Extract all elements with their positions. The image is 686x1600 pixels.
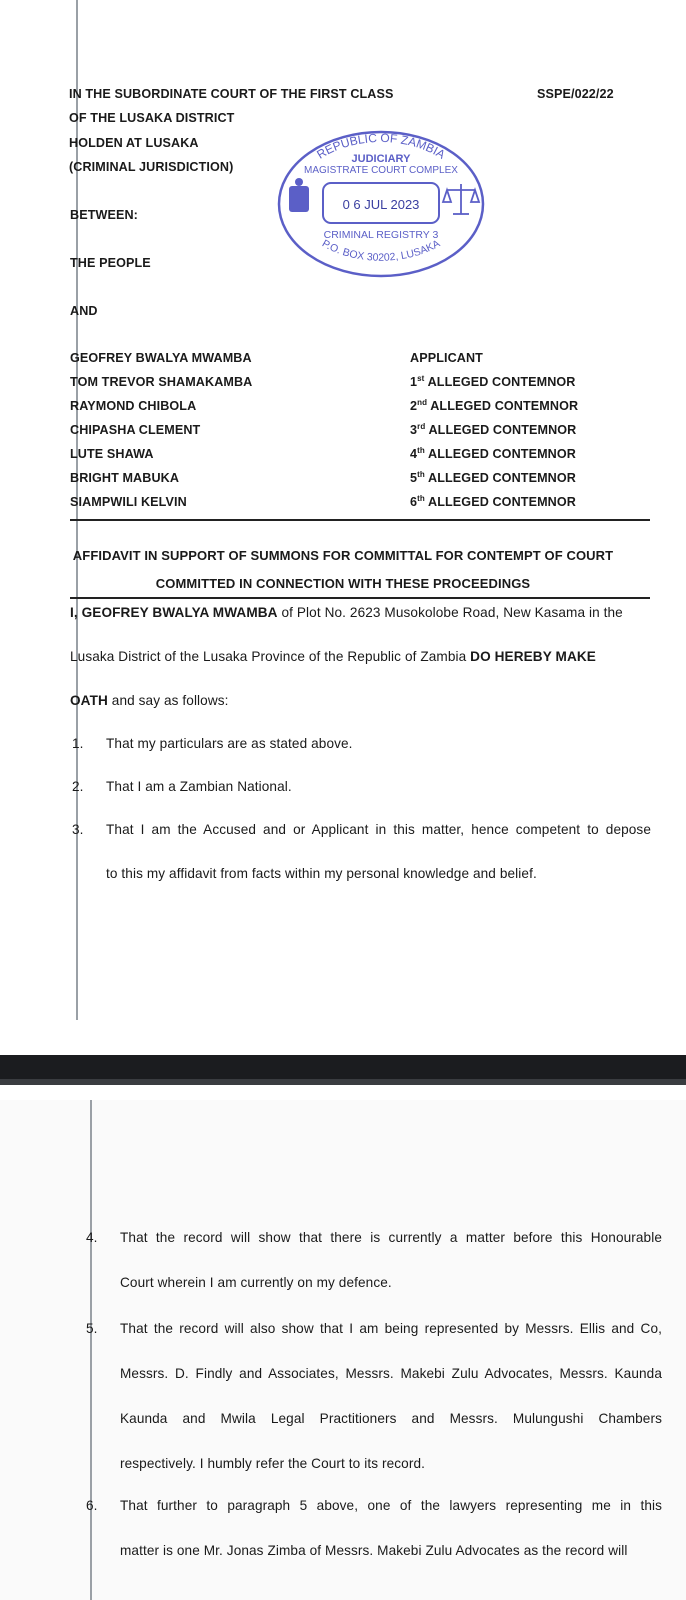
stamp-line-1: REPUBLIC OF ZAMBIA [314, 130, 448, 162]
party-name: RAYMOND CHIBOLA [70, 399, 197, 413]
court-line-4: (CRIMINAL JURISDICTION) [69, 160, 234, 174]
stamp-line-4: CRIMINAL REGISTRY 3 [323, 229, 439, 241]
scales-icon [443, 184, 479, 214]
party-ordinal: 1 [410, 375, 418, 389]
divider [70, 519, 650, 521]
paragraph-number: 4. [86, 1230, 98, 1245]
party-ordinal: 2 [410, 399, 418, 413]
stamp-line-2: JUDICIARY [351, 153, 411, 165]
paragraph-number: 2. [72, 779, 84, 794]
intro-line-2 [70, 649, 596, 664]
the-people: THE PEOPLE [70, 256, 151, 270]
intro-line-3 [70, 693, 229, 708]
court-line-2: OF THE LUSAKA DISTRICT [69, 111, 235, 125]
party-name: SIAMPWILI KELVIN [70, 495, 187, 509]
party-name: LUTE SHAWA [70, 447, 154, 461]
margin-line [76, 0, 78, 1020]
stamp-line-5: P.O. BOX 30202, LUSAKA [319, 237, 443, 264]
party-role-text: ALLEGED CONTEMNOR [428, 423, 577, 437]
intro-oath-phrase: DO HEREBY MAKE [470, 649, 596, 664]
paragraph-number: 1. [72, 736, 84, 751]
intro-oath-word: OATH [70, 693, 108, 708]
intro-line-1 [70, 605, 623, 620]
party-name: GEOFREY BWALYA MWAMBA [70, 351, 252, 365]
court-line-3: HOLDEN AT LUSAKA [69, 136, 199, 150]
deponent-name: I, GEOFREY BWALYA MWAMBA [70, 605, 278, 620]
paragraph-line: That I am the Accused and or Applicant in this matter, hence competent to depose [106, 822, 651, 837]
party-role [410, 495, 576, 509]
stamp-line-3: MAGISTRATE COURT COMPLEX [304, 165, 458, 176]
party-ordinal-suffix: th [417, 445, 425, 455]
paragraph-line: to this my affidavit from facts within my personal knowledge and belief. [106, 866, 537, 881]
page-break-band [0, 1055, 686, 1079]
page-break-shadow [0, 1079, 686, 1085]
paragraph-line: That the record will also show that I am being represented by Messrs. Ellis and Co, [120, 1321, 662, 1336]
and-label: AND [70, 304, 98, 318]
paragraph-line: matter is one Mr. Jonas Zimba of Messrs. Makebi Zulu Advocates as the record will [120, 1543, 628, 1558]
party-role-text: ALLEGED CONTEMNOR [428, 495, 576, 509]
party-ordinal: 3 [410, 423, 418, 437]
party-ordinal-suffix: th [417, 469, 425, 479]
affidavit-title-line-1: AFFIDAVIT IN SUPPORT OF SUMMONS FOR COMMITTAL FOR CONTEMPT OF COURT [72, 548, 614, 563]
party-role: APPLICANT [410, 351, 483, 365]
case-number: SSPE/022/22 [537, 87, 614, 101]
paragraph-line: That my particulars are as stated above. [106, 736, 353, 751]
paragraph-line: That further to paragraph 5 above, one of the lawyers representing me in this [120, 1498, 662, 1513]
paragraph-line: That the record will show that there is currently a matter before this Honourable [120, 1230, 662, 1245]
party-ordinal-suffix: nd [417, 397, 428, 407]
paragraph-number: 3. [72, 822, 84, 837]
party-name: TOM TREVOR SHAMAKAMBA [70, 375, 253, 389]
party-role [410, 399, 578, 413]
party-ordinal: 6 [410, 495, 418, 509]
party-ordinal: 4 [410, 447, 418, 461]
party-role-text: ALLEGED CONTEMNOR [428, 447, 576, 461]
paragraph-number: 6. [86, 1498, 98, 1513]
paragraph-line: respectively. I humbly refer the Court to its record. [120, 1456, 425, 1471]
party-role [410, 375, 576, 389]
paragraph-line: Kaunda and Mwila Legal Practitioners and Messrs. Mulungushi Chambers [120, 1411, 662, 1426]
party-role [410, 471, 576, 485]
margin-line [90, 1100, 92, 1600]
party-role-text: ALLEGED CONTEMNOR [428, 471, 576, 485]
court-line-1: IN THE SUBORDINATE COURT OF THE FIRST CLASS [69, 87, 394, 101]
paragraph-line: Court wherein I am currently on my defence. [120, 1275, 392, 1290]
party-role-text: ALLEGED CONTEMNOR [427, 375, 576, 389]
court-registry-stamp [275, 128, 487, 280]
paragraph-number: 5. [86, 1321, 98, 1336]
party-name: BRIGHT MABUKA [70, 471, 180, 485]
party-ordinal-suffix: rd [417, 421, 426, 431]
party-ordinal-suffix: th [417, 493, 425, 503]
paragraph-line: Messrs. D. Findly and Associates, Messrs. Makebi Zulu Advocates, Messrs. Kaunda [120, 1366, 662, 1381]
coat-of-arms-icon [289, 178, 309, 212]
affidavit-title-line-2: COMMITTED IN CONNECTION WITH THESE PROCEEDINGS [155, 576, 531, 591]
intro-line-1-rest: of Plot No. 2623 Musokolobe Road, New Kasama in the [277, 605, 623, 620]
party-role [410, 423, 576, 437]
document-page-2 [0, 1100, 686, 1600]
intro-line-3-text: and say as follows: [107, 693, 229, 708]
paragraph-line: That I am a Zambian National. [106, 779, 292, 794]
stamp-date: 0 6 JUL 2023 [342, 197, 420, 212]
party-ordinal-suffix: st [417, 373, 425, 383]
party-name: CHIPASHA CLEMENT [70, 423, 201, 437]
party-role [410, 447, 576, 461]
party-ordinal: 5 [410, 471, 418, 485]
party-role-text: ALLEGED CONTEMNOR [430, 399, 579, 413]
between-label: BETWEEN: [70, 208, 138, 222]
divider [70, 597, 650, 599]
intro-line-2-text: Lusaka District of the Lusaka Province of the Republic of Zambia [70, 649, 471, 664]
